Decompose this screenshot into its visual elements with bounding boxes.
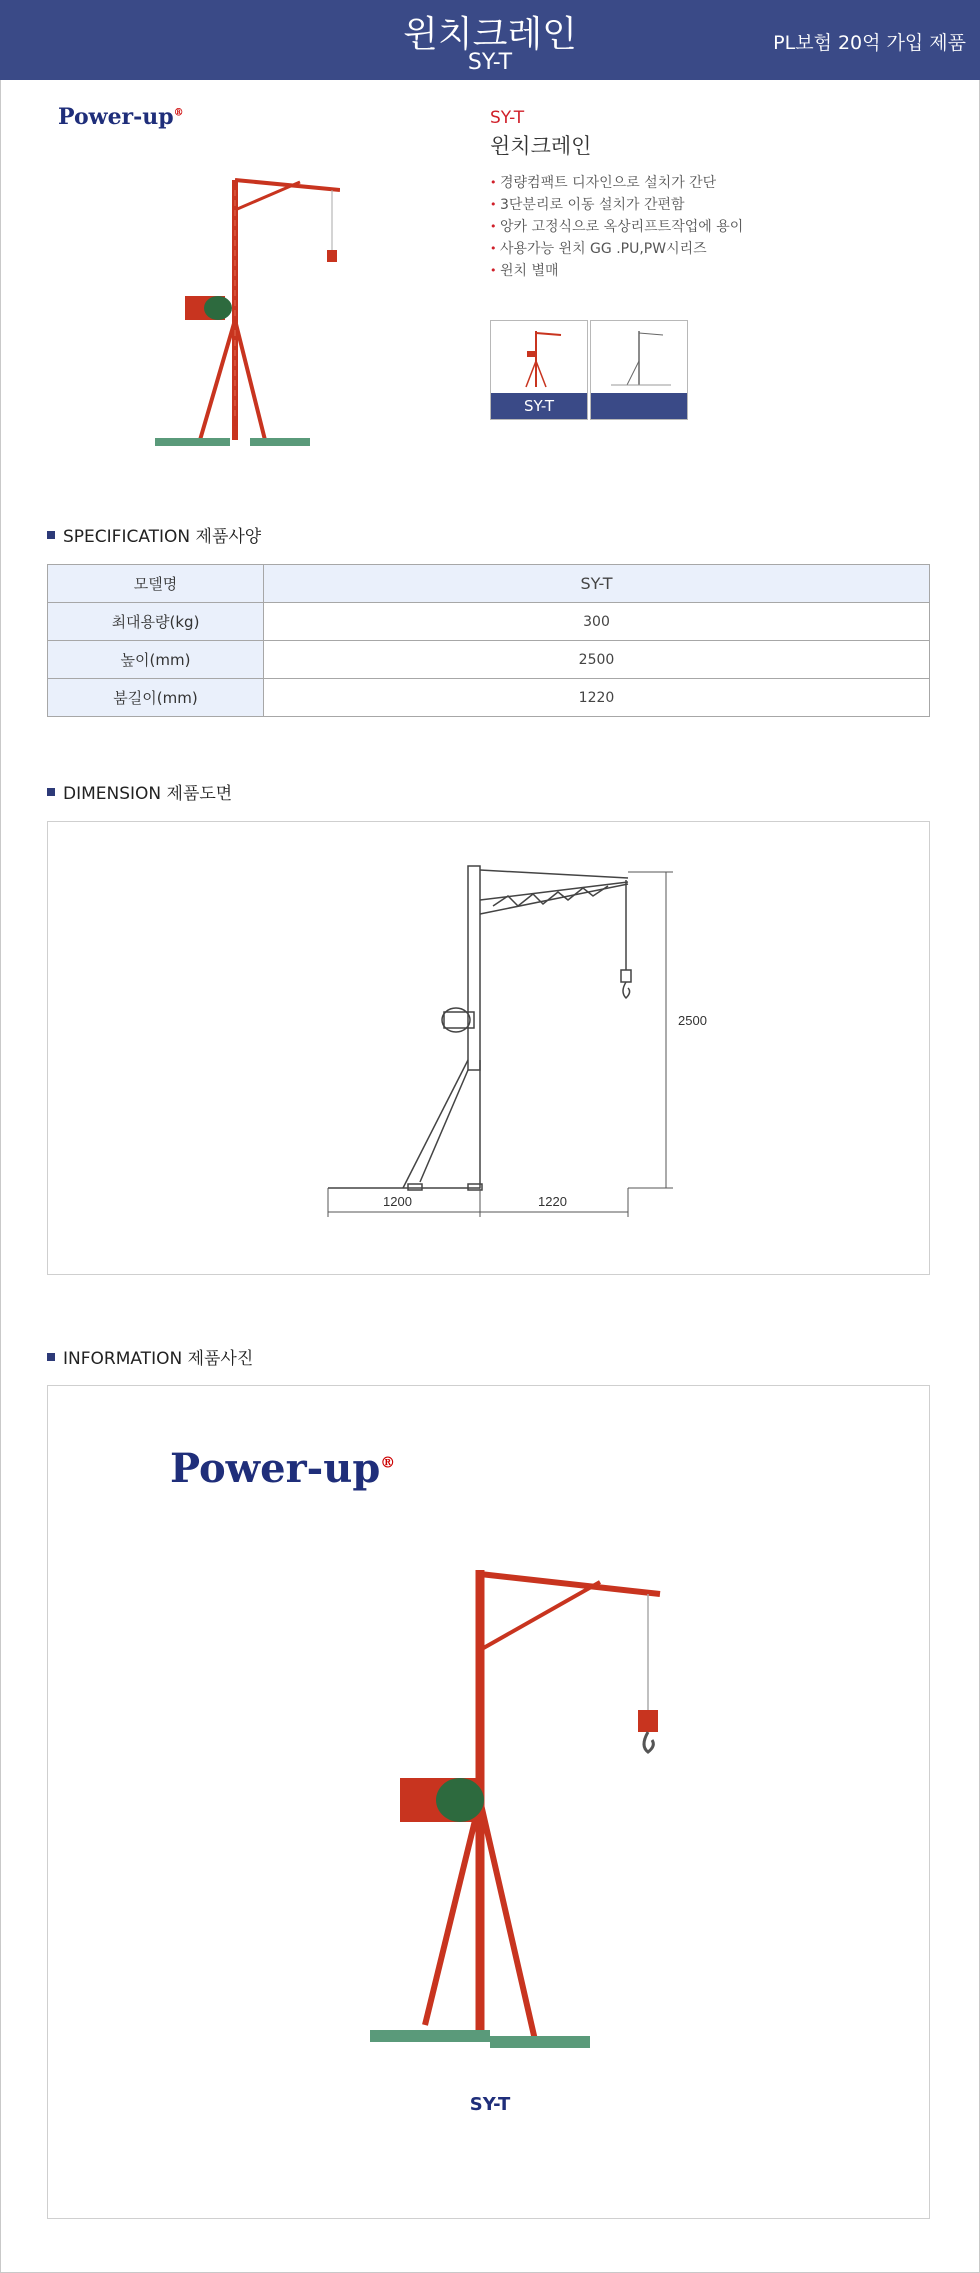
base-dimension-label: 1200 xyxy=(383,1194,412,1209)
product-image xyxy=(150,170,340,460)
boom-dimension-label: 1220 xyxy=(538,1194,567,1209)
thumbnail-photo[interactable] xyxy=(490,320,588,420)
feature-item: • 경량컴팩트 디자인으로 설치가 간단 xyxy=(490,172,743,194)
thumbnail-drawing-image xyxy=(591,321,687,393)
page-subtitle: SY-T xyxy=(467,50,513,75)
table-row xyxy=(48,603,930,641)
feature-item: • 3단분리로 이동 설치가 간편함 xyxy=(490,194,743,216)
dimension-drawing-box xyxy=(47,821,930,1275)
spec-value: 1220 xyxy=(264,679,930,717)
dimension-drawing xyxy=(48,822,929,1274)
feature-list xyxy=(490,172,743,282)
feature-item: • 앙카 고정식으로 옥상리프트작업에 용이 xyxy=(490,216,743,238)
product-code: SY-T xyxy=(490,108,525,128)
table-row xyxy=(48,641,930,679)
product-name: 윈치크레인 xyxy=(490,134,592,158)
thumbnail-crane-image xyxy=(491,321,587,393)
spec-section-title xyxy=(47,522,261,547)
insurance-badge: PL보험 20억 가입 제품 xyxy=(773,32,966,54)
thumbnail-caption: SY-T xyxy=(491,393,587,419)
brand-logo xyxy=(58,104,184,130)
registered-mark: ® xyxy=(380,1453,396,1472)
spec-value: 300 xyxy=(264,603,930,641)
page-title: 윈치크레인 xyxy=(403,14,577,55)
photo-caption: SY-T xyxy=(469,2094,511,2115)
registered-mark: ® xyxy=(173,107,184,119)
spec-table xyxy=(47,564,930,717)
spec-value: SY-T xyxy=(264,565,930,603)
bullet-square-icon xyxy=(47,1353,55,1361)
feature-item: • 사용가능 윈치 GG .PU,PW시리즈 xyxy=(490,238,743,260)
bullet-square-icon xyxy=(47,531,55,539)
spec-label: 붐길이(mm) xyxy=(48,679,264,717)
height-dimension-label: 2500 xyxy=(678,1013,707,1028)
spec-label: 최대용량(kg) xyxy=(48,603,264,641)
table-row xyxy=(48,565,930,603)
dimension-title-text: DIMENSION 제품도면 xyxy=(63,784,233,804)
brand-logo-large xyxy=(170,1445,395,1492)
brand-logo-large-text: Power-up xyxy=(170,1445,381,1492)
dimension-section-title xyxy=(47,779,232,804)
thumbnail-drawing[interactable] xyxy=(590,320,688,420)
information-section-title xyxy=(47,1344,253,1369)
spec-label: 높이(mm) xyxy=(48,641,264,679)
spec-label: 모델명 xyxy=(48,565,264,603)
product-photo-large xyxy=(330,1560,700,2070)
information-title-text: INFORMATION 제품사진 xyxy=(63,1349,254,1369)
header-banner xyxy=(0,0,980,80)
spec-value: 2500 xyxy=(264,641,930,679)
spec-title-text: SPECIFICATION 제품사양 xyxy=(63,527,262,547)
thumbnail-caption xyxy=(591,393,687,419)
brand-logo-text: Power-up xyxy=(58,104,174,130)
bullet-square-icon xyxy=(47,788,55,796)
table-row xyxy=(48,679,930,717)
feature-item: • 윈치 별매 xyxy=(490,260,743,282)
